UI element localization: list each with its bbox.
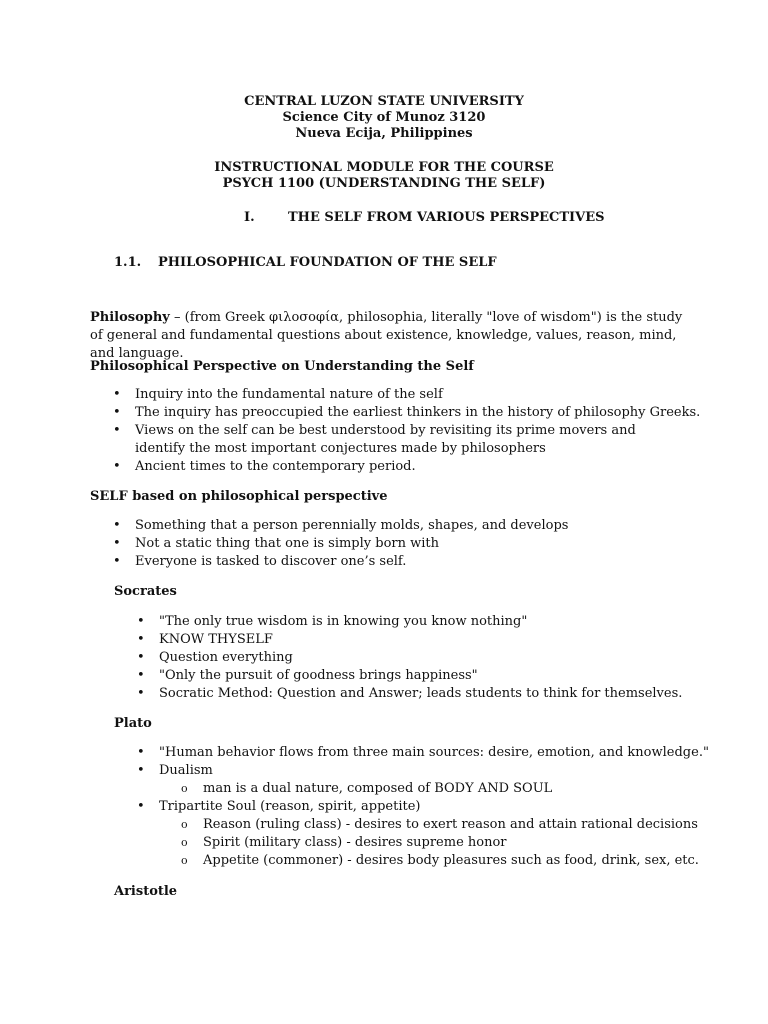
bullet-icon: • bbox=[113, 405, 121, 420]
address-line-2: Nueva Ecija, Philippines bbox=[295, 126, 473, 141]
list-item: • Inquiry into the fundamental nature of the self bbox=[113, 387, 443, 402]
dualism-sublist bbox=[159, 780, 709, 798]
list-item: • Socratic Method: Question and Answer; leads students to think for themselves. bbox=[137, 686, 683, 701]
list-item: • Ancient times to the contemporary period. bbox=[113, 459, 416, 474]
circle-bullet-icon: o bbox=[181, 836, 188, 849]
bullet-icon: • bbox=[113, 387, 121, 402]
circle-bullet-icon: o bbox=[181, 782, 188, 795]
definition-text: – (from Greek φιλοσοφία, philosophia, literally "love of wisdom") is the study of general and fundamental questions about existence, knowledge, values, reason, mind, and language. bbox=[90, 310, 683, 361]
list-item: • Tripartite Soul (reason, spirit, appetite) o Reason (ruling class) - desires to exert reason and attain rational decisions o Spirit (military class) - desires supreme honor o Appetite (commoner) - desires body pleasures such as food, drink, sex, etc. bbox=[114, 798, 709, 870]
list-item: • Something that a person perennially molds, shapes, and develops bbox=[113, 518, 569, 533]
section-title: PHILOSOPHICAL FOUNDATION OF THE SELF bbox=[158, 255, 497, 270]
module-line-2: PSYCH 1100 (UNDERSTANDING THE SELF) bbox=[222, 176, 546, 191]
aristotle-heading: Aristotle bbox=[114, 884, 178, 899]
bullet-icon: • bbox=[113, 554, 121, 569]
chapter-title: THE SELF FROM VARIOUS PERSPECTIVES bbox=[288, 210, 605, 225]
document-header bbox=[0, 94, 768, 142]
list-item: • Question everything bbox=[137, 650, 293, 665]
bullet-icon: • bbox=[113, 423, 121, 438]
list-item: • "Human behavior flows from three main sources: desire, emotion, and knowledge." bbox=[137, 745, 709, 760]
list-item: • The inquiry has preoccupied the earliest thinkers in the history of philosophy Greeks. bbox=[113, 405, 701, 420]
definition-term: Philosophy bbox=[90, 310, 170, 325]
perspective-heading: Philosophical Perspective on Understanding the Self bbox=[90, 359, 474, 374]
address-line-1: Science City of Munoz 3120 bbox=[282, 110, 486, 125]
socrates-heading: Socrates bbox=[114, 584, 177, 599]
bullet-icon: • bbox=[113, 536, 121, 551]
circle-bullet-icon: o bbox=[181, 854, 188, 867]
section-number: 1.1. bbox=[114, 255, 142, 270]
philosophy-definition bbox=[90, 309, 690, 363]
list-item: • "The only true wisdom is in knowing you know nothing" bbox=[137, 614, 528, 629]
tripartite-sublist bbox=[159, 816, 709, 870]
list-item: • KNOW THYSELF bbox=[137, 632, 273, 647]
module-line-1: INSTRUCTIONAL MODULE FOR THE COURSE bbox=[214, 160, 554, 175]
list-item: • Views on the self can be best understood by revisiting its prime movers and identify the most important conjectures made by philosophers bbox=[113, 423, 636, 456]
bullet-icon: • bbox=[137, 799, 145, 814]
self-based-heading: SELF based on philosophical perspective bbox=[90, 489, 388, 504]
socrates-list bbox=[114, 613, 682, 703]
bullet-icon: • bbox=[137, 668, 145, 683]
list-item: • "Only the pursuit of goodness brings happiness" bbox=[137, 668, 478, 683]
circle-bullet-icon: o bbox=[181, 818, 188, 831]
list-item: • Dualism o man is a dual nature, composed of BODY AND SOUL bbox=[114, 762, 709, 798]
sub-list-item: o man is a dual nature, composed of BODY AND SOUL bbox=[181, 781, 553, 796]
module-title bbox=[0, 160, 768, 192]
self-based-list bbox=[90, 517, 568, 571]
list-item: • Everyone is tasked to discover one’s self. bbox=[113, 554, 407, 569]
sub-list-item: o Reason (ruling class) - desires to exert reason and attain rational decisions bbox=[181, 817, 698, 832]
bullet-icon: • bbox=[137, 632, 145, 647]
bullet-icon: • bbox=[137, 614, 145, 629]
bullet-icon: • bbox=[113, 459, 121, 474]
bullet-icon: • bbox=[137, 686, 145, 701]
plato-list bbox=[114, 744, 709, 870]
perspective-list bbox=[90, 386, 700, 476]
bullet-icon: • bbox=[113, 518, 121, 533]
sub-list-item: o Appetite (commoner) - desires body pleasures such as food, drink, sex, etc. bbox=[181, 853, 699, 868]
list-item: • Not a static thing that one is simply born with bbox=[113, 536, 440, 551]
plato-heading: Plato bbox=[114, 716, 152, 731]
university-name: CENTRAL LUZON STATE UNIVERSITY bbox=[244, 94, 524, 109]
bullet-icon: • bbox=[137, 650, 145, 665]
bullet-icon: • bbox=[137, 745, 145, 760]
chapter-number: I. bbox=[244, 210, 255, 225]
sub-list-item: o Spirit (military class) - desires supreme honor bbox=[181, 835, 507, 850]
bullet-icon: • bbox=[137, 763, 145, 778]
